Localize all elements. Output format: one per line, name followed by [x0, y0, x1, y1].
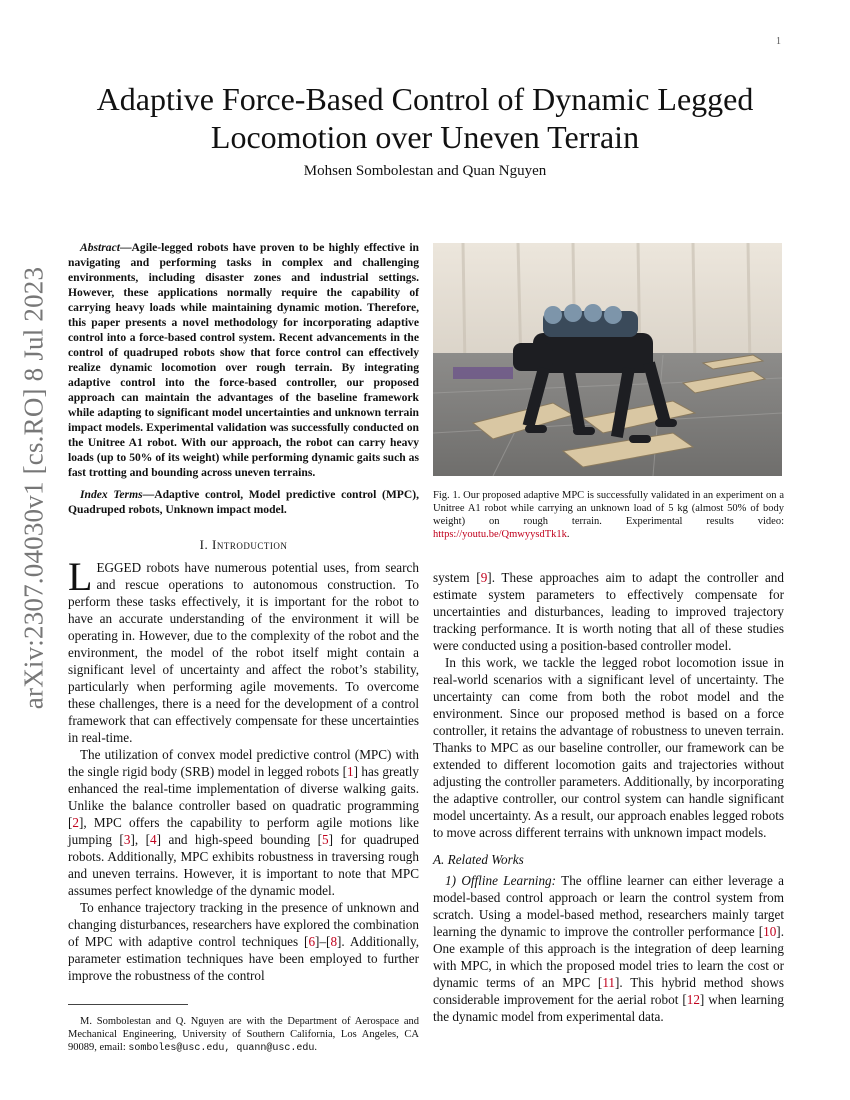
subsection-related-works: A. Related Works: [433, 852, 524, 867]
footnote-email: somboles@usc.edu, quann@usc.edu: [128, 1043, 315, 1054]
right-paragraph-1: system [9]. These approaches aim to adapt the controller and estimate system parameters to effectively compensate for uncertainties and disturbances, leading to improved trajectory tracking performance. It is worth noting that all of these studies were conducted using a position-based controller model.: [433, 570, 784, 653]
citation-link[interactable]: 4: [150, 832, 157, 847]
citation-link[interactable]: 1: [347, 764, 354, 779]
footnote-rule: [68, 1004, 188, 1005]
page-number: 1: [776, 36, 781, 47]
right-paragraph-3: 1) Offline Learning: The offline learner can either leverage a model-based control approach or learn the control system from scratch. Using a model-based method, researchers mainly target learning the dynamic to improve the controller performance [10]. One example of this approach is the integration of deep learning with MPC, in which the proposed model tries to learn the cost or dynamic terms of an MPC [11]. This hybrid method shows considerable improvement for the aerial robot [12] when learning the dynamic model from experimental data.: [433, 873, 785, 1024]
citation-link[interactable]: 12: [686, 992, 700, 1007]
citation-link[interactable]: 5: [322, 832, 329, 847]
citation-link[interactable]: 8: [330, 934, 338, 949]
intro-paragraph-3: To enhance trajectory tracking in the presence of unknown and changing disturbances, researchers have explored the combination of MPC with adaptive control techniques [6]–[8]. Additionally, parameter estimation techniques have been employed to further improve the robustness of the control: [68, 900, 419, 983]
abstract: [68, 240, 419, 480]
abstract-label: Abstract: [80, 241, 120, 254]
intro-paragraph-2: The utilization of convex model predictive control (MPC) with the single rigid body (SRB) model in legged robots [1] has greatly enhanced the real-time implementation of diverse walking gaits. Unlike the balance controller based on quadratic programming [2], MPC offers the capability to perform agile motions like jumping [3], [4] and high-speed bounding [5] for quadruped robots. Additionally, MPC exhibits robustness in traversing rough and uneven terrains. However, it is important to note that MPC assumes perfect knowledge of the dynamic model.: [68, 747, 419, 898]
citation-link[interactable]: 2: [72, 815, 79, 830]
citation-link[interactable]: 11: [602, 975, 616, 990]
robot-photo-illustration: [433, 243, 782, 476]
arxiv-id: arXiv:2307.04030v1 [cs.RO] 8 Jul 2023: [18, 266, 49, 710]
intro-paragraph-1: EGGED robots have numerous potential uses, from search and rescue operations to autonomous construction. To perform these tasks effectively, it is important for the robot to have an accurate understanding of the environment it will be operating in. However, due to the complexity of the robot and the environment, the model of the robot itself might contain a significant level of uncertainty and affect the robot’s stability, particularly when performing agile movements. To overcome these challenges, there is a need for the development of a control framework that can effectively compensate for these uncertainties in real-time.: [68, 560, 419, 745]
paper-authors: Mohsen Sombolestan and Quan Nguyen: [303, 163, 547, 179]
footnote: M. Sombolestan and Q. Nguyen are with the Department of Aerospace and Mechanical Engineering, University of Southern California, Los Angeles, CA 90089, email: somboles@usc.edu, quann@usc.edu.: [68, 1016, 419, 1054]
paper-title: Adaptive Force-Based Control of Dynamic Legged Locomotion over Uneven Terrain: [96, 81, 754, 155]
intro-body-left: [68, 554, 419, 984]
right-paragraph-2: In this work, we tackle the legged robot locomotion issue in real-world scenarios with a significant level of uncertainty. The uncertainty can come from both the robot model and the environment. Since our proposed method is based on a force controller, it retains the advantage of robustness to uneven terrain. Thanks to MPC as our baseline controller, our framework can be extended to different locomotion gaits and trajectories without adjusting the controller parameters. Additionally, by incorporating the adaptive controller, our control system can handle significant model uncertainty. As a result, our approach enables legged robots to move across different terrains with unknown impact models.: [433, 655, 784, 840]
offline-learning-label: 1) Offline Learning:: [445, 873, 557, 888]
index-terms-label: Index Terms: [80, 488, 143, 501]
intro-body-right: [433, 569, 784, 1025]
citation-link[interactable]: 3: [123, 832, 131, 847]
index-terms-text: —Adaptive control, Model predictive control (MPC), Quadruped robots, Unknown impact model.: [68, 488, 419, 516]
drop-cap: L: [68, 554, 93, 599]
citation-link[interactable]: 9: [480, 570, 488, 585]
citation-link[interactable]: 6: [308, 934, 316, 949]
abstract-text: —Agile-legged robots have proven to be highly effective in navigating and performing tasks in complex and challenging environments, including disaster zones and industrial settings. However, these applications normally require the capability of carrying heavy loads while maintaining dynamic motion. Therefore, this paper presents a novel methodology for incorporating adaptive control into a force-based control system. Recent advancements in the control of quadruped robots show that force control can effectively realize dynamic locomotion over rough terrain. By integrating adaptive control into the force-based controller, our proposed approach can maintain the advantages of the baseline framework while adapting to significant model uncertainties and unknown terrain impact models. Experimental validation was successfully conducted on the Unitree A1 robot. With our approach, the robot can carry heavy loads (up to 50% of its weight) while performing dynamic gaits such as fast trotting and bounding across uneven terrains.: [68, 241, 419, 479]
figure-caption: Fig. 1. Our proposed adaptive MPC is successfully validated in an experiment on a Unitree A1 robot while carrying an unknown load of 5 kg (almost 50% of body weight) on rough terrain. Experimental results video: https://youtu.be/QmwyysdTk1k.: [433, 490, 784, 540]
arxiv-sidebar-stamp: [14, 266, 54, 710]
citation-link[interactable]: 10: [763, 924, 777, 939]
video-link[interactable]: https://youtu.be/QmwyysdTk1k: [433, 529, 567, 540]
figure-robot-photo: [433, 243, 782, 476]
index-terms: [68, 487, 419, 517]
section-heading-introduction: [68, 537, 419, 553]
section-numeral: I.: [199, 537, 212, 552]
section-title: Introduction: [212, 537, 288, 552]
